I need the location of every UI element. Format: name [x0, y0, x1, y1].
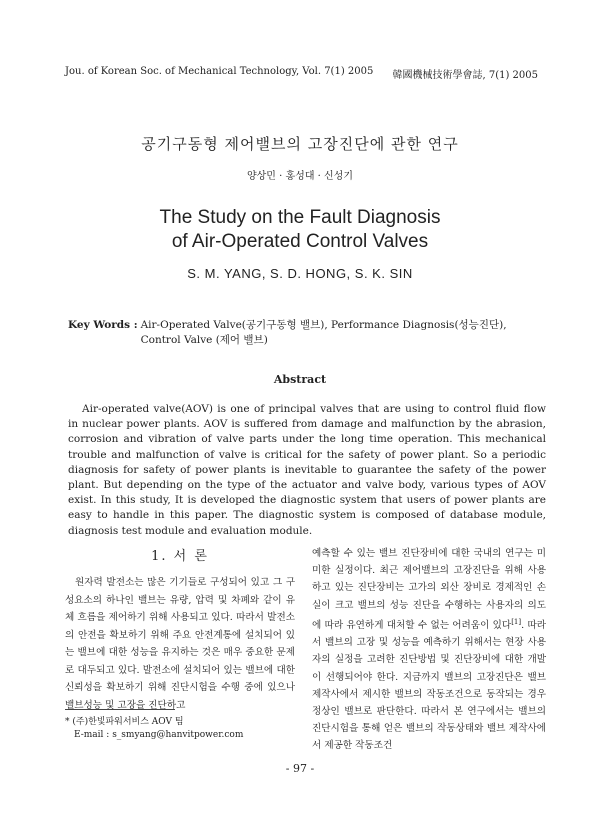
section-heading-introduction: 1. 서 론: [151, 549, 209, 564]
keywords-text: Air-Operated Valve(공기구동형 밸브), Performance Diagnosis(성능진단), Control Valve (제어 밸브): [140, 319, 507, 346]
authors-english: S. M. YANG, S. D. HONG, S. K. SIN: [187, 266, 413, 281]
authors-korean: 양상민 · 홍성대 · 신성기: [246, 171, 353, 182]
intro-right-text-1: 예측할 수 있는 밸브 진단장비에 대한 국내의 연구는 미미한 실정이다. 최근 제어밸브의 고장진단을 위해 사용하고 있는 진단장비는 고가의 외산 장비로 경제적인 손실이 크고 밸브의 성능 진단을 수행하는 사용자의 의도에 따라 유연하게 대처할 수 없는 어려움이 있다: [312, 548, 546, 631]
intro-right-text-2: . 따라서 밸브의 고장 및 성능을 예측하기 위해서는 현장 사용자의 실정을 고려한 진단방법 및 진단장비에 대한 개발이 선행되어야 한다. 지금까지 밸브의 고장진단은 밸브 제작사에서 제시한 밸브의 작동조건으로 동작되는 경우 정상인 밸브로 판단한다. 따라서 본 연구에서는 밸브의 진단시험을 통해 얻은 밸브의 작동상태와 밸브 제작사에서 제공한 작동조건: [312, 620, 546, 752]
paper-title-english: [0, 206, 600, 254]
keywords-label: Key Words :: [68, 319, 138, 331]
footnote-affiliation: * (주)한빛파워서비스 AOV 팀: [65, 717, 184, 727]
intro-right-column: [312, 545, 546, 755]
title-line-2: of Air-Operated Control Valves: [171, 231, 429, 252]
intro-left-column: 원자력 발전소는 많은 기기들로 구성되어 있고 그 구성요소의 하나인 밸브는 유량, 압력 및 차폐와 같이 유체 흐름을 제어하기 위해 사용되고 있다. 따라서 발전소의 안전을 확보하기 위해 주요 안전계통에 설치되어 있는 밸브에 대한 성능을 유지하는 것은 매우 중요한 문제로 대두되고 있다. 발전소에 설치되어 있는 밸브에 대한 신뢰성을 확보하기 위해 진단시험을 수행 중에 있으나 밸브성능 및 고장을 진단하고: [65, 577, 295, 711]
keywords-block: [68, 318, 544, 348]
abstract-body: Air-operated valve(AOV) is one of principal valves that are using to control fluid flow in nuclear power plants. AOV is suffered from damage and malfunction by the abrasion, corrosion and vibration of valve parts under the long time operation. This mechanical trouble and malfunction of valve is critical for the safety of power plant. So a periodic diagnosis for safety of power plants is inevitable to guarantee the safety of the power plant. But depending on the type of the actuator and valve body, various types of AOV exist. In this study, It is developed the diagnostic system that users of power plants are easy to handle in this paper. The diagnostic system is composed of database module, diagnosis test module and evaluation module.: [68, 403, 546, 537]
journal-header-korean: 韓國機械技術學會誌, 7(1) 2005: [392, 70, 538, 81]
reference-marker: [1]: [511, 617, 522, 626]
paper-title-korean: 공기구동형 제어밸브의 고장진단에 관한 연구: [141, 135, 459, 153]
journal-header-english: Jou. of Korean Soc. of Mechanical Technology, Vol. 7(1) 2005: [65, 66, 374, 77]
page-number: - 97 -: [285, 762, 315, 775]
title-line-1: The Study on the Fault Diagnosis: [159, 207, 441, 228]
footnote-divider: [65, 709, 175, 710]
footnote-email: E-mail : s_smyang@hanvitpower.com: [74, 730, 244, 740]
abstract-title: Abstract: [273, 373, 327, 386]
